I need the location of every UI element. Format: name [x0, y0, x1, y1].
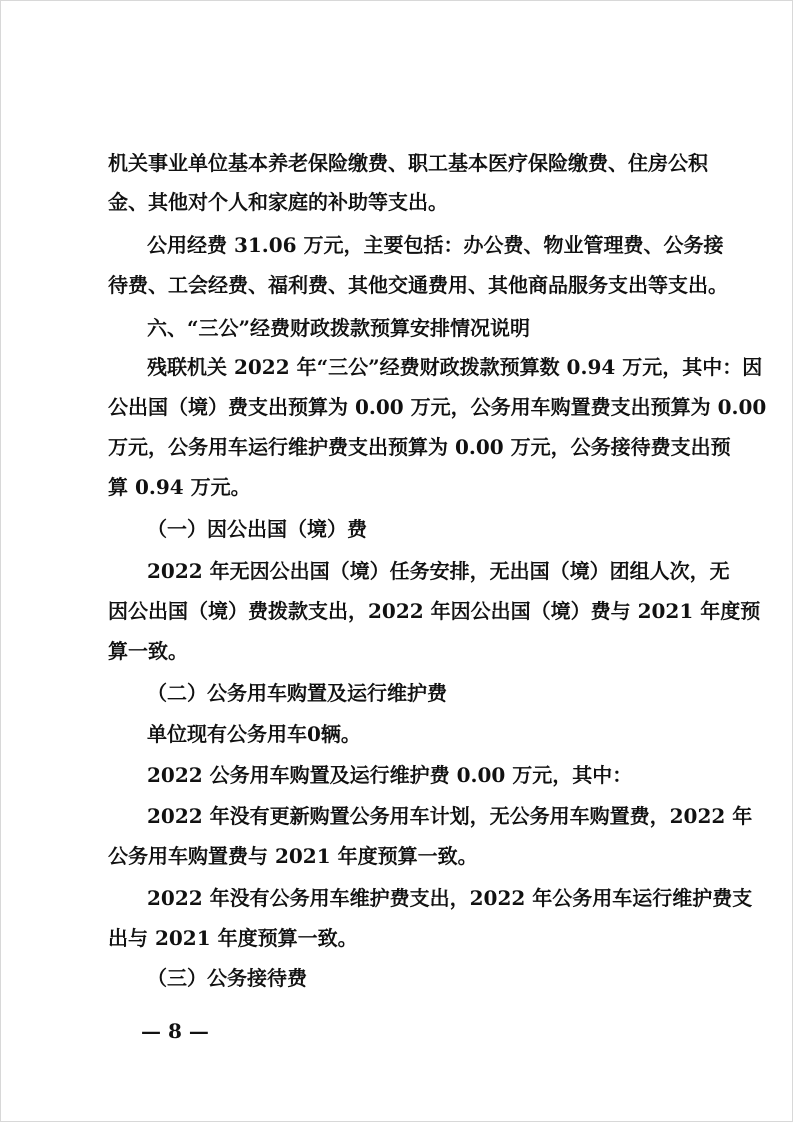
paragraph-line: 因公出国（境）费拨款支出，2022 年因公出国（境）费与 2021 年度预 — [108, 599, 761, 623]
paragraph-line: 公务用车购置费与 2021 年度预算一致。 — [108, 844, 478, 868]
subsection-heading: （三）公务接待费 — [147, 966, 307, 990]
paragraph-line: 2022 公务用车购置及运行维护费 0.00 万元，其中： — [147, 763, 633, 787]
subsection-heading: （二）公务用车购置及运行维护费 — [147, 681, 447, 705]
paragraph-line: 公出国（境）费支出预算为 0.00 万元，公务用车购置费支出预算为 0.00 — [108, 395, 767, 419]
section-heading: 六、“三公”经费财政拨款预算安排情况说明 — [147, 316, 531, 340]
paragraph-line: 残联机关 2022 年“三公”经费财政拨款预算数 0.94 万元，其中：因 — [147, 355, 763, 379]
paragraph-line: 出与 2021 年度预算一致。 — [108, 926, 358, 950]
paragraph-line: 2022 年没有公务用车维护费支出，2022 年公务用车运行维护费支 — [147, 886, 753, 910]
paragraph-line: 待费、工会经费、福利费、其他交通费用、其他商品服务支出等支出。 — [108, 273, 728, 297]
paragraph-line: 算 0.94 万元。 — [108, 475, 251, 499]
paragraph-line: 金、其他对个人和家庭的补助等支出。 — [108, 190, 448, 214]
paragraph-line: 单位现有公务用车0辆。 — [147, 722, 361, 746]
page-number: — 8 — — [141, 1019, 209, 1043]
paragraph-line: 算一致。 — [108, 639, 188, 663]
paragraph-line: 万元，公务用车运行维护费支出预算为 0.00 万元，公务接待费支出预 — [108, 435, 731, 459]
subsection-heading: （一）因公出国（境）费 — [147, 517, 367, 541]
paragraph-line: 2022 年没有更新购置公务用车计划，无公务用车购置费，2022 年 — [147, 804, 753, 828]
paragraph-line: 公用经费 31.06 万元，主要包括：办公费、物业管理费、公务接 — [147, 233, 724, 257]
paragraph-line: 机关事业单位基本养老保险缴费、职工基本医疗保险缴费、住房公积 — [108, 151, 708, 175]
paragraph-line: 2022 年无因公出国（境）任务安排，无出国（境）团组人次，无 — [147, 559, 730, 583]
